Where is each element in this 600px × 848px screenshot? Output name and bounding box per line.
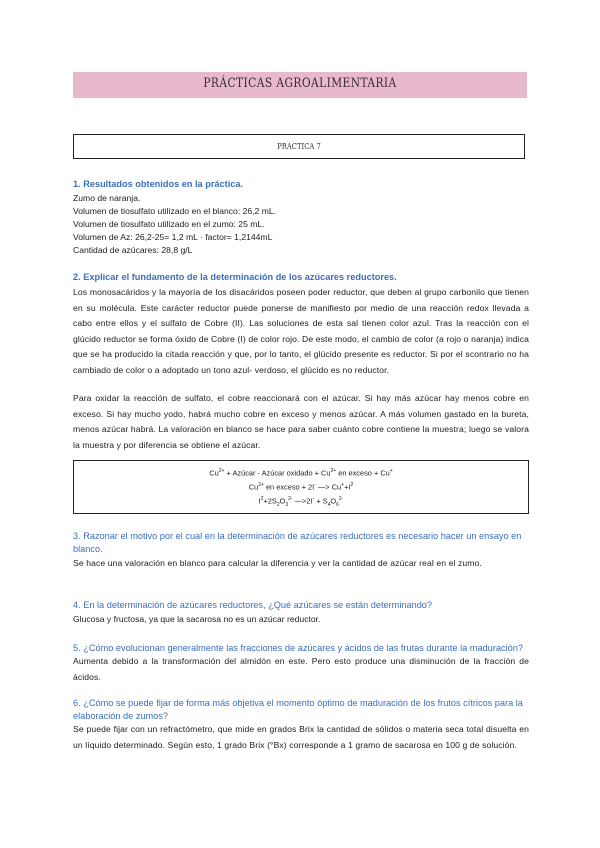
section-6-heading: 6. ¿Cómo se puede fijar de forma más objetiva el momento óptimo de maduración de los frutos cítricos para la elaboración de zumos?	[73, 698, 523, 721]
section-3-answer: Se hace una valoración en blanco para calcular la diferencia y ver la cantidad de azúcar real en el zumo.	[73, 558, 482, 568]
section-6-answer: Se puede fijar con un refractómetro, que mide en grados Brix la cantidad de sólidos o materia seca total disuelta en un líquido determinado. Según esto, 1 grado Brix (°Bx) corresponde a 1 gramo de sacarosa en 100 g de solución.	[73, 724, 529, 750]
practice-label-box	[73, 134, 525, 159]
result-line-4: Volumen de Az: 26,2-25= 1,2 mL · factor= 1,2144mL	[73, 232, 273, 242]
equations-box	[73, 460, 529, 514]
section-2-paragraph-2: Para oxidar la reacción de sulfato, el cobre reaccionará con el azúcar. Si hay más azúcar hay menos cobre en exceso. Si hay mucho yodo, habrá mucho cobre en exceso y menos azúcar. A más volumen gastado en la bureta, menos azúcar habrá. La valoración en blanco se hace para saber cuánto cobre contiene la muestra; luego se valora la muestra y por diferencia se obtiene el azúcar.	[73, 393, 529, 450]
title-banner	[73, 72, 527, 98]
section-1-heading: 1. Resultados obtenidos en la práctica.	[73, 179, 244, 189]
section-5-answer: Aumenta debido a la transformación del almidón en este. Pero esto produce una disminución de la fracción de ácidos.	[73, 656, 529, 682]
result-line-1: Zumo de naranja.	[73, 193, 141, 203]
section-2-paragraph-1: Los monosacáridos y la mayoría de los disacáridos poseen poder reductor, que deben al grupo carbonilo que tienen en su molécula. Este carácter reductor puede ponerse de manifiesto por medio de una reacción redox llevada a cabo entre ellos y el sulfato de Cobre (II). Las soluciones de esta sal tienen color azul. Tras la reacción con el glúcido reductor se forma óxido de Cobre (I) de color rojo. De este modo, el cambio de color (a rojo o naranja) indica que se ha producido la citada reacción y que, por lo tanto, el glúcido presente es reductor. Si por el scontrario no ha cambiado de color o a adoptado un tono azul- verdoso, el glúcido es no reductor.	[73, 287, 529, 375]
equation-2: $Cu^{2+}$ en exceso + 2I- —> $Cu^++I^2$	[248, 482, 354, 492]
result-line-3: Volumen de tiosulfato utilizado en el zumo: 25 mL.	[73, 219, 265, 229]
section-4-answer: Glucosa y fructosa, ya que la sacarosa no es un azúcar reductor.	[73, 614, 321, 624]
section-3-heading: 3. Razonar el motivo por el cual en la determinación de azúcares reductores es necesario hacer un ensayo en blanco.	[73, 531, 522, 554]
section-2-heading: 2. Explicar el fundamento de la determinación de los azúcares reductores.	[73, 272, 397, 282]
section-5-heading: 5. ¿Cómo evolucionan generalmente las fracciones de azúcares y ácidos de las frutas durante la maduración?	[73, 643, 523, 653]
result-line-5: Cantidad de azúcares: 28,8 g/L	[73, 245, 193, 255]
equation-1: $Cu^{2+}$ + Azúcar - Azúcar oxidado + $Cu^{2+}$ en exceso + Cu+	[209, 468, 393, 478]
result-line-2: Volumen de tiosulfato utilizado en el blanco: 26,2 mL.	[73, 206, 277, 216]
section-4-heading: 4. En la determinación de azúcares reductores, ¿Qué azúcares se están determinando?	[73, 600, 433, 610]
page-title: PRÁCTICAS AGROALIMENTARIA	[203, 76, 397, 91]
equation-3: $I^2+2S_2O_3^{2-}$ —>2I- + $S_4O_6^{2-}$	[258, 496, 344, 508]
practice-label: PRÁCTICA 7	[277, 142, 321, 151]
